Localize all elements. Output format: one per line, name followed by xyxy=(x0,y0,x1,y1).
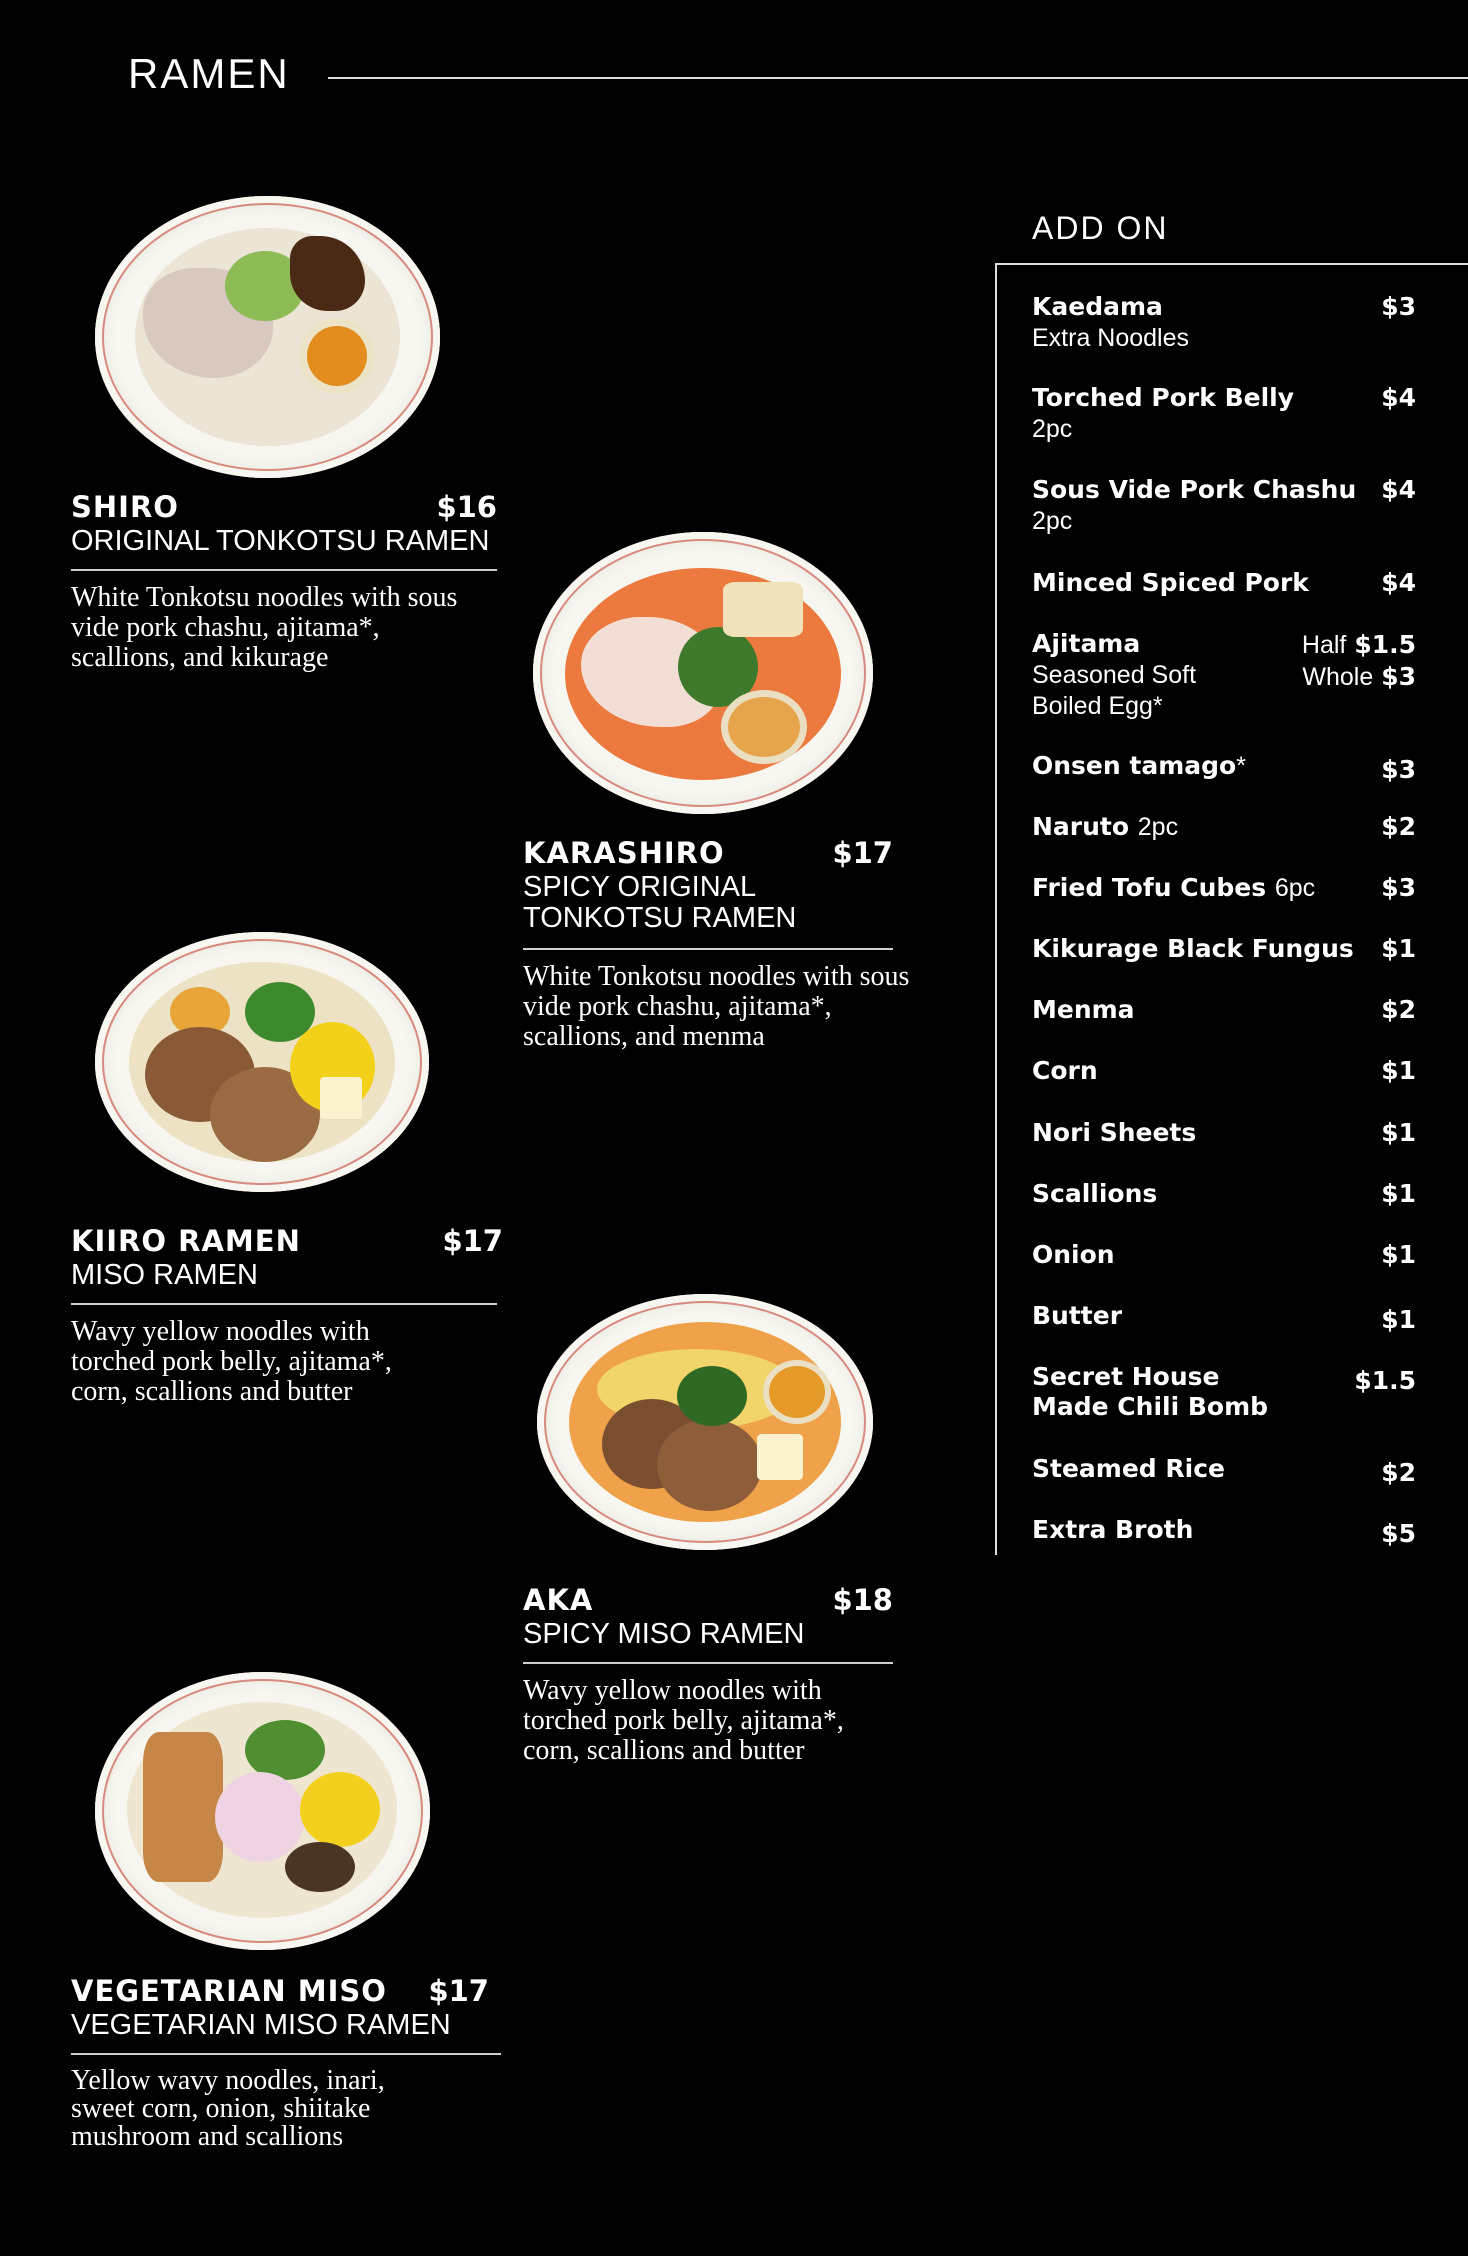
item-divider xyxy=(523,1662,893,1664)
addon-name: Ajitama xyxy=(1032,629,1141,658)
half-label: Half xyxy=(1301,631,1347,659)
addon-price: $3 xyxy=(1381,292,1416,321)
item-price: $17 xyxy=(442,1224,503,1258)
addon-price: $1.5 xyxy=(1354,1366,1416,1395)
addon-price: $1 xyxy=(1381,1305,1416,1334)
item-price: $18 xyxy=(832,1583,893,1617)
half-price: $1.5 xyxy=(1354,630,1416,659)
addon-name-text: Fried Tofu Cubes xyxy=(1032,873,1267,902)
addon-price: $1 xyxy=(1381,1179,1416,1208)
addon-price: $3 xyxy=(1381,873,1416,902)
addon-title: ADD ON xyxy=(1032,210,1169,246)
addon-price: $3 xyxy=(1381,755,1416,784)
addon-quantity: 6pc xyxy=(1274,874,1316,902)
addon-price: $2 xyxy=(1381,812,1416,841)
addon-divider-left xyxy=(995,263,997,1555)
addon-name: Torched Pork Belly xyxy=(1032,383,1295,412)
addon-name xyxy=(1032,751,1246,781)
addon-price: $1 xyxy=(1381,1056,1416,1085)
addon-name-text: Onsen tamago xyxy=(1032,751,1237,780)
item-name: VEGETARIAN MISO xyxy=(71,1974,387,2008)
addon-name: Extra Broth xyxy=(1032,1515,1194,1544)
aka-bowl-image xyxy=(537,1294,873,1550)
addon-name: Minced Spiced Pork xyxy=(1032,568,1309,597)
kiiro-bowl-image xyxy=(95,932,429,1192)
item-subtitle: ORIGINAL TONKOTSU RAMEN xyxy=(71,525,490,557)
ajitama-price-options xyxy=(1302,629,1416,693)
addon-description: 2pc xyxy=(1032,415,1073,443)
item-description: Wavy yellow noodles with torched pork belly, ajitama*, corn, scallions and butter xyxy=(71,1316,392,1407)
menu-item-shiro xyxy=(71,490,497,673)
item-subtitle: SPICY MISO RAMEN xyxy=(523,1618,805,1650)
menu-item-karashiro xyxy=(523,836,910,1052)
addon-description-line-2: Boiled Egg* xyxy=(1032,692,1163,720)
addon-name xyxy=(1032,812,1178,842)
addon-price: $4 xyxy=(1381,383,1416,412)
vegetarian-bowl-image xyxy=(95,1672,430,1950)
title-divider xyxy=(328,77,1468,79)
item-divider xyxy=(71,569,497,571)
shiro-bowl-image xyxy=(95,196,440,478)
item-description: White Tonkotsu noodles with sous vide pork chashu, ajitama*, scallions, and menma xyxy=(523,961,910,1052)
page-title: RAMEN xyxy=(128,50,290,97)
menu-item-vegetarian-miso xyxy=(71,1974,501,2151)
item-divider xyxy=(71,1303,497,1305)
item-subtitle: MISO RAMEN xyxy=(71,1259,258,1291)
addon-name: Menma xyxy=(1032,995,1135,1024)
addon-price: $1 xyxy=(1381,1240,1416,1269)
addon-name: Butter xyxy=(1032,1301,1123,1330)
addon-description: Extra Noodles xyxy=(1032,324,1190,352)
addon-quantity: 2pc xyxy=(1137,813,1179,841)
addon-price: $4 xyxy=(1381,475,1416,504)
addon-price: $2 xyxy=(1381,1458,1416,1487)
addon-description-line-1: Seasoned Soft xyxy=(1032,661,1197,689)
addon-price: $2 xyxy=(1381,995,1416,1024)
addon-description: 2pc xyxy=(1032,507,1073,535)
addon-name: Onion xyxy=(1032,1240,1115,1269)
addon-price: $1 xyxy=(1381,1118,1416,1147)
addon-name: Kaedama xyxy=(1032,292,1163,321)
addon-name xyxy=(1032,873,1315,903)
addon-asterisk: * xyxy=(1236,752,1246,780)
addon-name: Nori Sheets xyxy=(1032,1118,1197,1147)
addon-name: Kikurage Black Fungus xyxy=(1032,934,1354,963)
item-description: White Tonkotsu noodles with sous vide pork chashu, ajitama*, scallions, and kikurage xyxy=(71,582,458,673)
addon-price: $1 xyxy=(1381,934,1416,963)
item-name: KARASHIRO xyxy=(523,836,725,870)
item-divider xyxy=(71,2053,501,2055)
item-price: $17 xyxy=(428,1974,489,2008)
addon-name: Steamed Rice xyxy=(1032,1454,1225,1483)
karashiro-bowl-image xyxy=(533,532,873,814)
addon-name-text: Naruto xyxy=(1032,812,1130,841)
whole-label: Whole xyxy=(1302,663,1374,691)
addon-name: Secret House xyxy=(1032,1362,1220,1391)
menu-item-aka xyxy=(523,1583,893,1766)
item-name: SHIRO xyxy=(71,490,179,524)
addon-price: $5 xyxy=(1381,1519,1416,1548)
item-price: $17 xyxy=(832,836,893,870)
item-description: Yellow wavy noodles, inari, sweet corn, onion, shiitake mushroom and scallions xyxy=(71,2065,385,2152)
addon-price: $4 xyxy=(1381,568,1416,597)
whole-price: $3 xyxy=(1381,662,1416,691)
item-subtitle: VEGETARIAN MISO RAMEN xyxy=(71,2009,451,2041)
addon-name: Sous Vide Pork Chashu xyxy=(1032,475,1357,504)
addon-name: Scallions xyxy=(1032,1179,1158,1208)
menu-item-kiiro xyxy=(71,1224,503,1407)
item-name: AKA xyxy=(523,1583,594,1617)
addon-divider-top xyxy=(995,263,1468,265)
item-subtitle: SPICY ORIGINAL TONKOTSU RAMEN xyxy=(523,871,797,934)
item-name: KIIRO RAMEN xyxy=(71,1224,301,1258)
addon-name-line-2: Made Chili Bomb xyxy=(1032,1392,1269,1421)
addon-name: Corn xyxy=(1032,1056,1098,1085)
item-description: Wavy yellow noodles with torched pork belly, ajitama*, corn, scallions and butter xyxy=(523,1675,844,1766)
item-divider xyxy=(523,948,893,950)
item-price: $16 xyxy=(436,490,497,524)
